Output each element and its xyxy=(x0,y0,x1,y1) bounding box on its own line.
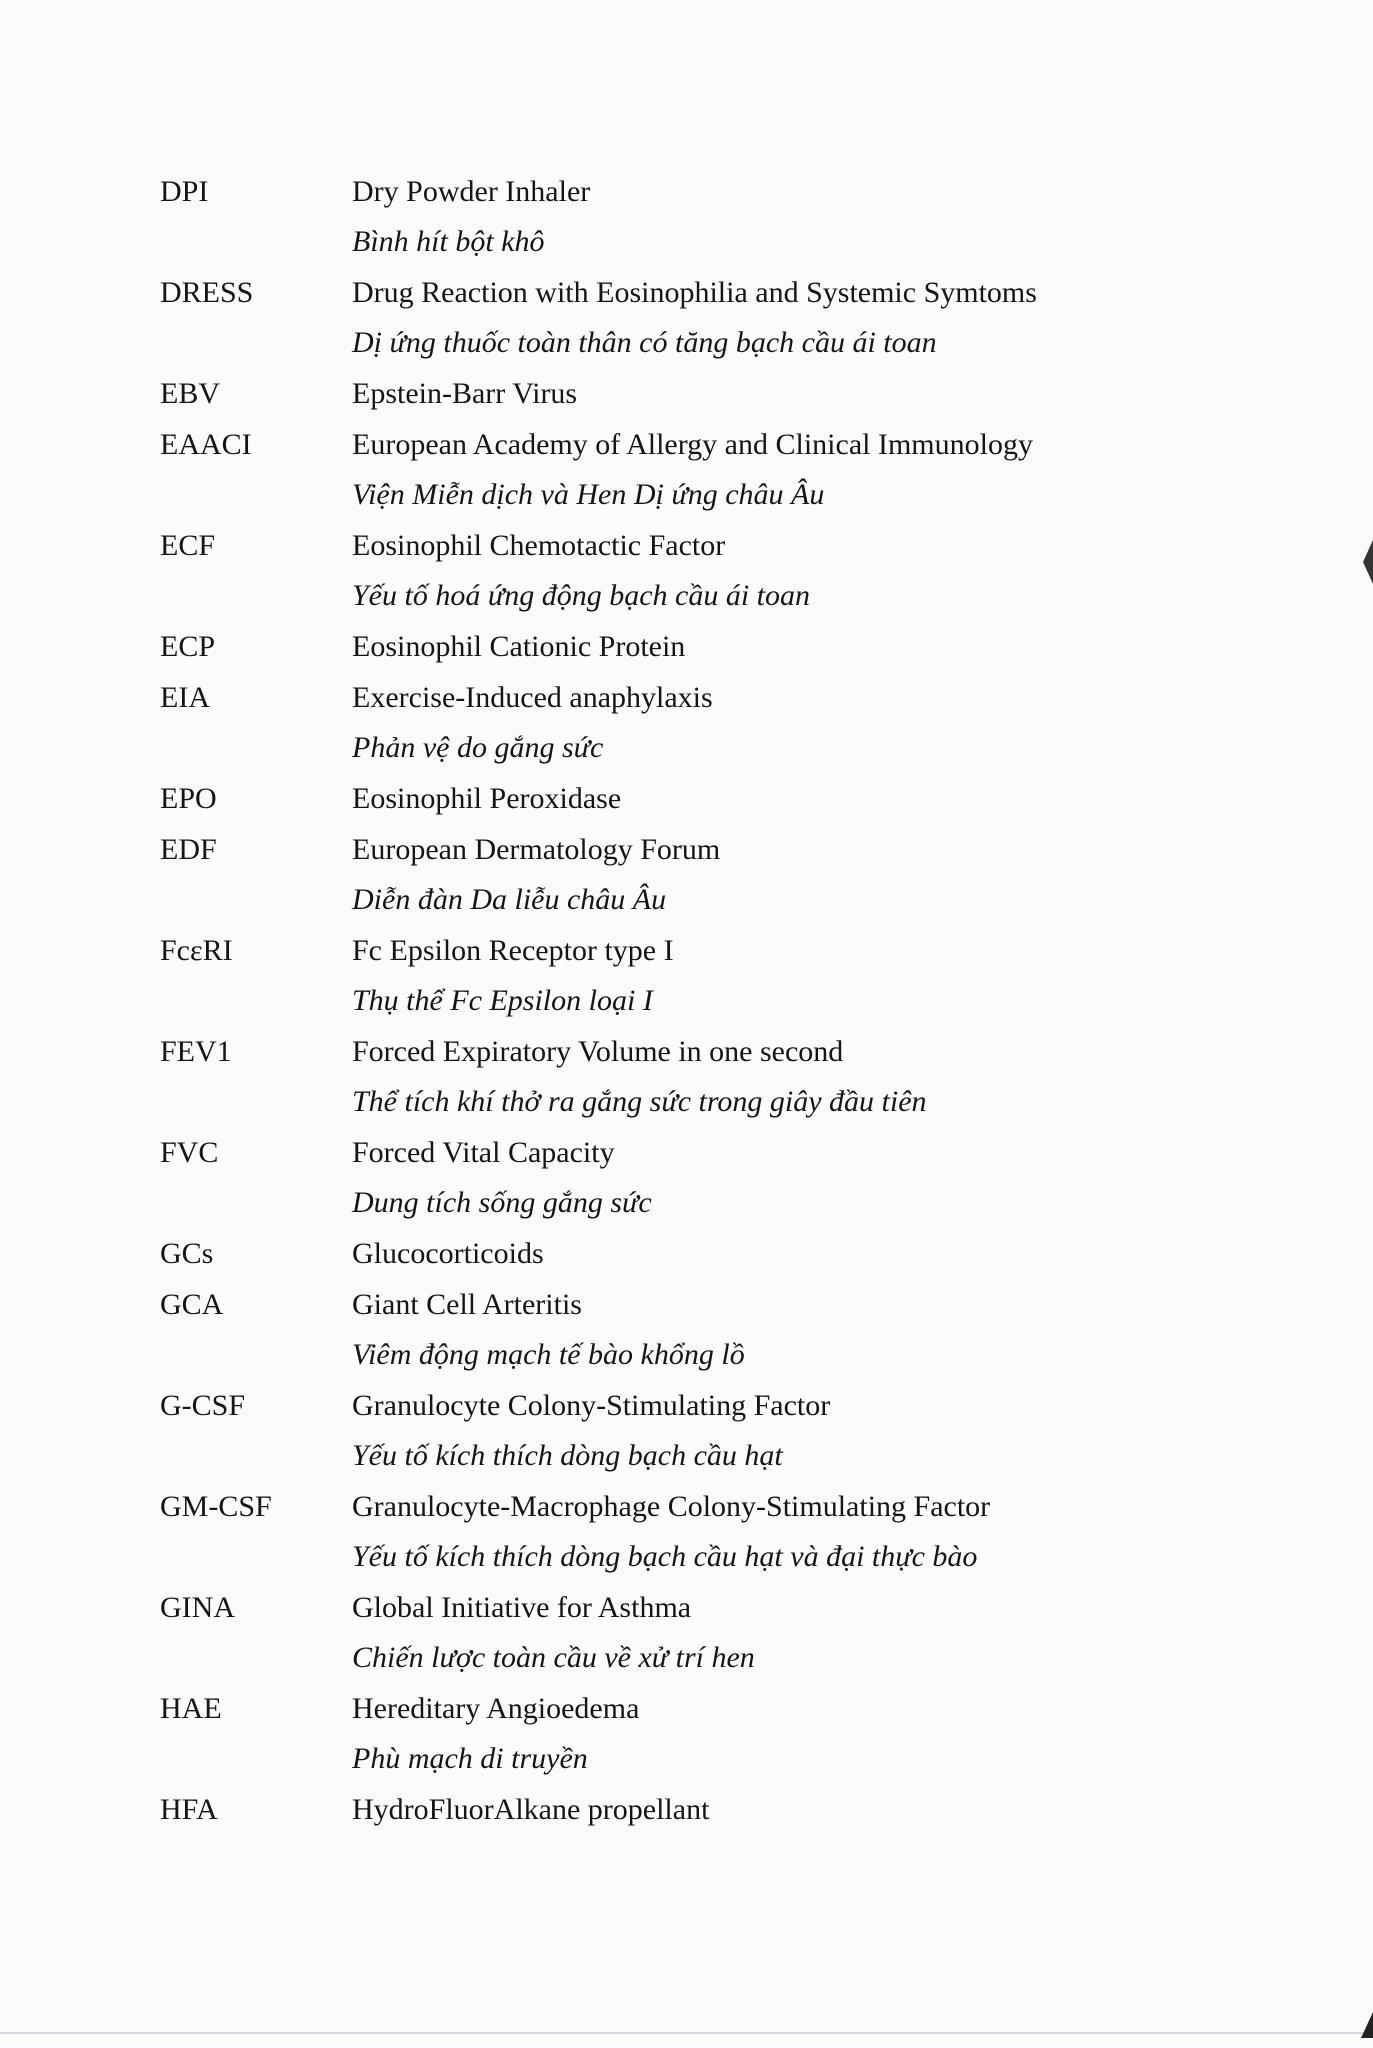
english-definition: Granulocyte Colony-Stimulating Factor xyxy=(352,1389,831,1422)
abbreviation-term: HFA xyxy=(160,1793,218,1826)
abbreviation-term: EBV xyxy=(160,377,220,410)
definition-block xyxy=(352,1683,1160,1784)
english-definition: Glucocorticoids xyxy=(352,1237,544,1270)
abbreviation-list xyxy=(160,166,1160,1835)
english-definition: Drug Reaction with Eosinophilia and Systemic Symtoms xyxy=(352,276,1037,309)
abbreviation-term: EDF xyxy=(160,833,217,866)
abbreviation-entry xyxy=(160,621,1160,672)
abbreviation-entry xyxy=(160,166,1160,267)
abbreviation-entry xyxy=(160,1279,1160,1380)
abbreviation-entry xyxy=(160,773,1160,824)
english-definition: European Dermatology Forum xyxy=(352,833,721,866)
scan-bottom-edge xyxy=(0,2032,1373,2034)
abbreviation-entry xyxy=(160,368,1160,419)
abbreviation-term: DRESS xyxy=(160,276,254,309)
abbreviation-entry xyxy=(160,1026,1160,1127)
abbreviation-term: EPO xyxy=(160,782,217,815)
abbreviation-term: GINA xyxy=(160,1591,235,1624)
english-definition: Hereditary Angioedema xyxy=(352,1692,640,1725)
definition-block xyxy=(352,621,1160,672)
vietnamese-definition: Yếu tố kích thích dòng bạch cầu hạt và đại thực bào xyxy=(352,1540,978,1573)
abbreviation-term: EIA xyxy=(160,681,210,714)
definition-block xyxy=(352,773,1160,824)
abbreviation-entry xyxy=(160,520,1160,621)
definition-block xyxy=(352,672,1160,773)
vietnamese-definition: Bình hít bột khô xyxy=(352,225,545,258)
vietnamese-definition: Phù mạch di truyền xyxy=(352,1742,588,1775)
vietnamese-definition: Viêm động mạch tế bào khổng lồ xyxy=(352,1338,745,1371)
vietnamese-definition: Thể tích khí thở ra gắng sức trong giây đầu tiên xyxy=(352,1085,927,1118)
abbreviation-entry xyxy=(160,267,1160,368)
vietnamese-definition: Phản vệ do gắng sức xyxy=(352,731,604,764)
definition-block xyxy=(352,1784,1160,1835)
definition-block xyxy=(352,267,1160,368)
abbreviation-term: ECF xyxy=(160,529,216,562)
abbreviation-term: GCA xyxy=(160,1288,224,1321)
vietnamese-definition: Diễn đàn Da liễu châu Âu xyxy=(352,883,667,916)
english-definition: Eosinophil Chemotactic Factor xyxy=(352,529,726,562)
abbreviation-term: FVC xyxy=(160,1136,219,1169)
english-definition: Exercise-Induced anaphylaxis xyxy=(352,681,713,714)
vietnamese-definition: Dị ứng thuốc toàn thân có tăng bạch cầu ái toan xyxy=(352,326,937,359)
english-definition: Forced Expiratory Volume in one second xyxy=(352,1035,844,1068)
abbreviation-entry xyxy=(160,1582,1160,1683)
definition-block xyxy=(352,1026,1160,1127)
vietnamese-definition: Viện Miễn dịch và Hen Dị ứng châu Âu xyxy=(352,478,825,511)
definition-block xyxy=(352,824,1160,925)
abbreviation-term: FEV1 xyxy=(160,1035,232,1068)
english-definition: Giant Cell Arteritis xyxy=(352,1288,582,1321)
definition-block xyxy=(352,166,1160,267)
english-definition: HydroFluorAlkane propellant xyxy=(352,1793,710,1826)
abbreviation-entry xyxy=(160,1683,1160,1784)
abbreviation-entry xyxy=(160,824,1160,925)
abbreviation-entry xyxy=(160,1481,1160,1582)
abbreviation-term: FcεRI xyxy=(160,934,233,967)
english-definition: Granulocyte-Macrophage Colony-Stimulating Factor xyxy=(352,1490,991,1523)
definition-block xyxy=(352,1127,1160,1228)
definition-block xyxy=(352,1582,1160,1683)
vietnamese-definition: Yếu tố hoá ứng động bạch cầu ái toan xyxy=(352,579,810,612)
abbreviation-entry xyxy=(160,1228,1160,1279)
definition-block xyxy=(352,1228,1160,1279)
english-definition: Eosinophil Peroxidase xyxy=(352,782,622,815)
abbreviation-term: GM-CSF xyxy=(160,1490,272,1523)
corner-mark xyxy=(1361,2012,1373,2038)
page-edge-mark xyxy=(1363,540,1373,584)
definition-block xyxy=(352,368,1160,419)
english-definition: Dry Powder Inhaler xyxy=(352,175,591,208)
abbreviation-term: DPI xyxy=(160,175,209,208)
vietnamese-definition: Dung tích sống gắng sức xyxy=(352,1186,652,1219)
english-definition: Eosinophil Cationic Protein xyxy=(352,630,686,663)
abbreviation-entry xyxy=(160,925,1160,1026)
definition-block xyxy=(352,1481,1160,1582)
english-definition: Global Initiative for Asthma xyxy=(352,1591,692,1624)
vietnamese-definition: Chiến lược toàn cầu về xử trí hen xyxy=(352,1641,755,1674)
definition-block xyxy=(352,419,1160,520)
definition-block xyxy=(352,1380,1160,1481)
english-definition: Forced Vital Capacity xyxy=(352,1136,615,1169)
english-definition: Epstein-Barr Virus xyxy=(352,377,578,410)
vietnamese-definition: Thụ thể Fc Epsilon loại I xyxy=(352,984,653,1017)
definition-block xyxy=(352,1279,1160,1380)
english-definition: European Academy of Allergy and Clinical Immunology xyxy=(352,428,1033,461)
abbreviation-term: HAE xyxy=(160,1692,222,1725)
abbreviation-entry xyxy=(160,1127,1160,1228)
abbreviation-entry xyxy=(160,419,1160,520)
abbreviation-term: ECP xyxy=(160,630,216,663)
abbreviation-entry xyxy=(160,1380,1160,1481)
abbreviation-term: EAACI xyxy=(160,428,252,461)
abbreviation-entry xyxy=(160,1784,1160,1835)
definition-block xyxy=(352,925,1160,1026)
definition-block xyxy=(352,520,1160,621)
english-definition: Fc Epsilon Receptor type I xyxy=(352,934,674,967)
abbreviation-entry xyxy=(160,672,1160,773)
vietnamese-definition: Yếu tố kích thích dòng bạch cầu hạt xyxy=(352,1439,783,1472)
abbreviation-term: GCs xyxy=(160,1237,214,1270)
abbreviation-term: G-CSF xyxy=(160,1389,246,1422)
